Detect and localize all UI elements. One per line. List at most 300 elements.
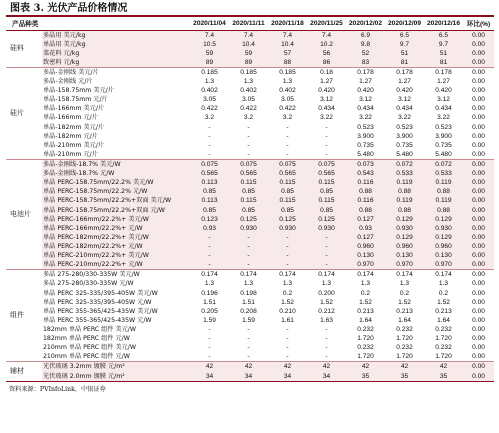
product-name-cell: 致密料 元/kg bbox=[42, 58, 190, 68]
wow-cell: 0.00 bbox=[463, 178, 494, 187]
header-wow: 环比(%) bbox=[463, 17, 494, 30]
price-cell: 0.422 bbox=[201, 105, 218, 113]
price-cell: 10.4 bbox=[229, 40, 268, 49]
price-cell: 0.125 bbox=[229, 215, 268, 224]
price-cell: 0.129 bbox=[385, 215, 424, 224]
price-cell: 0.205 bbox=[201, 307, 218, 315]
table-row bbox=[6, 104, 494, 113]
price-cell: 0.119 bbox=[424, 196, 463, 205]
price-cell: 0.543 bbox=[346, 169, 385, 178]
price-cell: 0.115 bbox=[268, 178, 307, 187]
table-row bbox=[6, 343, 494, 352]
price-cell: 0.402 bbox=[201, 86, 218, 94]
price-cell: 0.88 bbox=[385, 205, 424, 214]
price-cell: 86 bbox=[307, 58, 346, 68]
product-name-cell: 光伏玻璃 2.0mm 镀膜 元/m² bbox=[42, 371, 190, 380]
category-cell: 硅料 bbox=[6, 30, 42, 67]
price-cell: - bbox=[208, 353, 211, 361]
wow-cell: 0.00 bbox=[463, 40, 494, 49]
price-cell: 0.174 bbox=[346, 270, 385, 280]
price-cell: 5.480 bbox=[435, 150, 452, 158]
price-cell: 3.05 bbox=[203, 96, 216, 104]
price-cell: 3.900 bbox=[357, 132, 374, 140]
price-cell: 0.565 bbox=[268, 169, 307, 178]
wow-cell: 0.00 bbox=[472, 141, 485, 149]
price-cell: - bbox=[286, 123, 289, 131]
wow-cell: 0.00 bbox=[472, 353, 485, 361]
price-cell: 34 bbox=[307, 371, 346, 380]
price-cell: 35 bbox=[385, 371, 424, 380]
table-row bbox=[6, 196, 494, 205]
price-cell: 0.422 bbox=[240, 105, 257, 113]
product-name-cell: 单晶 PERC-158.75mm/22.2%+双面 美元/W bbox=[42, 196, 190, 205]
price-cell: 0.735 bbox=[396, 141, 413, 149]
price-cell: 0.565 bbox=[190, 169, 229, 178]
wow-cell: 0.00 bbox=[472, 105, 485, 113]
wow-cell: 0.00 bbox=[472, 77, 485, 85]
price-cell: 0.930 bbox=[424, 224, 463, 233]
price-cell: 0.970 bbox=[385, 260, 424, 270]
table-row bbox=[6, 113, 494, 122]
product-name-cell: 多晶-金刚线 美元/片 bbox=[42, 67, 190, 77]
price-cell: 0.127 bbox=[346, 233, 385, 242]
price-cell: 1.61 bbox=[281, 316, 294, 324]
price-cell: - bbox=[208, 132, 211, 140]
wow-cell: 0.00 bbox=[472, 298, 485, 306]
price-cell: - bbox=[208, 344, 211, 352]
table-row bbox=[6, 298, 494, 307]
price-cell: 0.2 bbox=[282, 289, 293, 297]
price-cell: 1.720 bbox=[396, 353, 413, 361]
product-name-cell: 单晶-158.75mm 元/片 bbox=[43, 96, 108, 104]
table-row bbox=[6, 371, 494, 380]
price-cell: - bbox=[229, 251, 268, 260]
price-cell: 1.63 bbox=[320, 316, 333, 324]
price-cell: 0.930 bbox=[268, 224, 307, 233]
price-cell: - bbox=[208, 335, 211, 343]
product-name-cell: 单晶 PERC 325-335/395-405W 美元/W bbox=[43, 289, 158, 297]
price-cell: 0.85 bbox=[229, 187, 268, 196]
price-cell: 1.59 bbox=[203, 316, 216, 324]
price-cell: 83 bbox=[346, 58, 385, 68]
price-cell: 0.123 bbox=[190, 215, 229, 224]
table-body bbox=[6, 30, 494, 381]
product-name-cell: 多晶-金刚线-18.7% 美元/W bbox=[42, 159, 190, 169]
wow-cell: 0.00 bbox=[463, 233, 494, 242]
price-cell: 0.129 bbox=[424, 233, 463, 242]
price-cell: - bbox=[208, 141, 211, 149]
price-cell: - bbox=[208, 326, 211, 334]
price-cell: 35 bbox=[346, 371, 385, 380]
price-cell: 0.115 bbox=[229, 178, 268, 187]
price-cell: 0.960 bbox=[385, 242, 424, 251]
wow-cell: 0.00 bbox=[472, 280, 485, 288]
table-row bbox=[6, 159, 494, 169]
price-cell: 5.480 bbox=[357, 150, 374, 158]
header-date: 2020/12/16 bbox=[424, 17, 463, 30]
product-name-cell: 单晶 PERC-210mm/22.2%+ 美元/W bbox=[42, 251, 190, 260]
price-cell: - bbox=[286, 132, 289, 140]
price-cell: 0.85 bbox=[307, 205, 346, 214]
price-cell: 0.185 bbox=[190, 67, 229, 77]
table-row bbox=[6, 352, 494, 362]
price-cell: 0.198 bbox=[240, 289, 257, 297]
price-cell: 0.174 bbox=[229, 270, 268, 280]
price-cell: 0.232 bbox=[435, 326, 452, 334]
price-cell: 51 bbox=[385, 49, 424, 58]
price-cell: 0.115 bbox=[307, 196, 346, 205]
wow-cell: 0.00 bbox=[463, 362, 494, 372]
price-cell: 0.85 bbox=[190, 187, 229, 196]
wow-cell: 0.00 bbox=[472, 132, 485, 140]
price-cell: - bbox=[286, 150, 289, 158]
price-cell: 7.4 bbox=[229, 30, 268, 40]
wow-cell: 0.00 bbox=[463, 260, 494, 270]
product-name-cell: 单晶 PERC-158.75mm/22.2% 美元/W bbox=[42, 178, 190, 187]
price-cell: 6.5 bbox=[385, 30, 424, 40]
wow-cell: 0.00 bbox=[472, 316, 485, 324]
header-date: 2020/12/02 bbox=[346, 17, 385, 30]
product-name-cell: 单晶-182mm 元/片 bbox=[43, 132, 98, 140]
price-cell: 10.4 bbox=[268, 40, 307, 49]
wow-cell: 0.00 bbox=[463, 58, 494, 68]
price-cell: - bbox=[229, 260, 268, 270]
table-row bbox=[6, 334, 494, 343]
product-name-cell: 多晶 275-280/330-335W 美元/W bbox=[42, 270, 190, 280]
price-cell: 59 bbox=[229, 49, 268, 58]
table-row bbox=[6, 270, 494, 280]
price-cell: 1.27 bbox=[320, 77, 333, 85]
price-cell: - bbox=[229, 242, 268, 251]
price-cell: 3.22 bbox=[398, 114, 411, 122]
product-name-cell: 182mm 单晶 PERC 组件 美元/W bbox=[43, 326, 137, 334]
price-cell: 1.720 bbox=[357, 353, 374, 361]
price-cell: - bbox=[268, 233, 307, 242]
price-cell: 0.130 bbox=[424, 251, 463, 260]
product-name-cell: 单晶 PERC-166mm/22.2%+ 元/W bbox=[42, 224, 190, 233]
price-cell: - bbox=[268, 260, 307, 270]
price-cell: 0.523 bbox=[435, 123, 452, 131]
price-cell: 1.27 bbox=[359, 77, 372, 85]
price-cell: 0.85 bbox=[307, 187, 346, 196]
wow-cell: 0.00 bbox=[472, 150, 485, 158]
price-cell: 0.129 bbox=[385, 233, 424, 242]
price-cell: 42 bbox=[268, 362, 307, 372]
price-cell: 0.178 bbox=[346, 67, 385, 77]
price-cell: 42 bbox=[229, 362, 268, 372]
price-cell: 1.64 bbox=[359, 316, 372, 324]
table-row bbox=[6, 150, 494, 160]
price-cell: 57 bbox=[268, 49, 307, 58]
wow-cell: 0.00 bbox=[472, 123, 485, 131]
wow-cell: 0.00 bbox=[463, 242, 494, 251]
price-cell: - bbox=[208, 150, 211, 158]
product-name-cell: 单晶-166mm 元/片 bbox=[43, 114, 98, 122]
price-cell: 42 bbox=[385, 362, 424, 372]
price-cell: 34 bbox=[268, 371, 307, 380]
price-cell: 1.52 bbox=[281, 298, 294, 306]
wow-cell: 0.00 bbox=[463, 49, 494, 58]
product-name-cell: 单晶-210mm 元/片 bbox=[43, 150, 98, 158]
price-cell: - bbox=[247, 326, 250, 334]
price-cell: 56 bbox=[307, 49, 346, 58]
price-cell: 0.075 bbox=[268, 159, 307, 169]
table-row bbox=[6, 362, 494, 372]
price-cell: 0.115 bbox=[229, 196, 268, 205]
price-cell: 1.3 bbox=[204, 77, 215, 85]
category-cell: 组件 bbox=[6, 270, 42, 362]
table-row bbox=[6, 132, 494, 141]
price-cell: 9.7 bbox=[385, 40, 424, 49]
price-cell: 0.213 bbox=[357, 307, 374, 315]
wow-cell: 0.00 bbox=[472, 326, 485, 334]
price-cell: - bbox=[247, 123, 250, 131]
price-cell: 0.565 bbox=[229, 169, 268, 178]
price-cell: 0.930 bbox=[385, 224, 424, 233]
price-cell: 0.119 bbox=[424, 178, 463, 187]
price-cell: 0.2 bbox=[438, 289, 449, 297]
price-cell: 0.130 bbox=[385, 251, 424, 260]
price-cell: 0.960 bbox=[424, 242, 463, 251]
wow-cell: 0.00 bbox=[472, 307, 485, 315]
price-cell: 0.208 bbox=[240, 307, 257, 315]
wow-cell: 0.00 bbox=[463, 67, 494, 77]
price-cell: 1.52 bbox=[398, 298, 411, 306]
price-cell: - bbox=[307, 251, 346, 260]
price-cell: 0.072 bbox=[385, 159, 424, 169]
price-cell: 3.05 bbox=[281, 96, 294, 104]
category-cell: 电池片 bbox=[6, 159, 42, 269]
price-cell: 1.720 bbox=[435, 335, 452, 343]
price-cell: 0.213 bbox=[435, 307, 452, 315]
bottom-rule bbox=[6, 381, 494, 382]
price-cell: - bbox=[325, 353, 328, 361]
price-cell: 0.232 bbox=[396, 344, 413, 352]
price-cell: 59 bbox=[190, 49, 229, 58]
price-cell: 3.12 bbox=[437, 96, 450, 104]
price-cell: 0.402 bbox=[240, 86, 257, 94]
price-cell: - bbox=[325, 150, 328, 158]
wow-cell: 0.00 bbox=[463, 169, 494, 178]
product-name-cell: 多晶用 美元/kg bbox=[42, 30, 190, 40]
product-name-cell: 单晶用 美元/kg bbox=[42, 40, 190, 49]
price-cell: 1.59 bbox=[242, 316, 255, 324]
price-cell: 0.232 bbox=[435, 344, 452, 352]
table-row bbox=[6, 77, 494, 86]
price-cell: 0.196 bbox=[201, 289, 218, 297]
category-cell: 硅片 bbox=[6, 67, 42, 159]
price-cell: - bbox=[286, 141, 289, 149]
price-cell: 0.075 bbox=[190, 159, 229, 169]
price-cell: 34 bbox=[229, 371, 268, 380]
price-cell: 1.720 bbox=[396, 335, 413, 343]
product-name-cell: 单晶-166mm 美元/片 bbox=[43, 105, 105, 113]
price-cell: 0.075 bbox=[307, 159, 346, 169]
header-product: 产品种类 bbox=[6, 17, 190, 30]
price-cell: 1.27 bbox=[398, 77, 411, 85]
price-cell: 0.072 bbox=[424, 159, 463, 169]
price-cell: 42 bbox=[190, 362, 229, 372]
price-cell: 7.4 bbox=[190, 30, 229, 40]
product-name-cell: 单晶-158.75mm 美元/片 bbox=[43, 86, 114, 94]
price-cell: 0.85 bbox=[268, 187, 307, 196]
price-cell: 1.27 bbox=[437, 77, 450, 85]
price-cell: 0.434 bbox=[435, 105, 452, 113]
price-cell: 1.3 bbox=[360, 280, 371, 288]
table-row bbox=[6, 169, 494, 178]
price-cell: 0.075 bbox=[229, 159, 268, 169]
price-cell: - bbox=[247, 335, 250, 343]
wow-cell: 0.00 bbox=[472, 289, 485, 297]
table-row bbox=[6, 49, 494, 58]
product-name-cell: 210mm 单晶 PERC 组件 美元/W bbox=[43, 344, 137, 352]
header-row bbox=[6, 17, 494, 30]
table-row bbox=[6, 205, 494, 214]
price-cell: 7.4 bbox=[307, 30, 346, 40]
price-cell: - bbox=[268, 242, 307, 251]
header-date: 2020/12/09 bbox=[385, 17, 424, 30]
price-cell: 0.125 bbox=[268, 215, 307, 224]
price-cell: 0.533 bbox=[424, 169, 463, 178]
price-cell: 0.174 bbox=[424, 270, 463, 280]
price-cell: - bbox=[268, 251, 307, 260]
table-row bbox=[6, 307, 494, 316]
table-row bbox=[6, 141, 494, 150]
price-cell: 6.9 bbox=[346, 30, 385, 40]
price-cell: 0.119 bbox=[385, 196, 424, 205]
price-cell: 1.51 bbox=[203, 298, 216, 306]
price-cell: 1.720 bbox=[357, 335, 374, 343]
price-cell: 0.174 bbox=[190, 270, 229, 280]
price-cell: 0.174 bbox=[307, 270, 346, 280]
price-cell: 0.232 bbox=[357, 326, 374, 334]
figure-title: 图表 3. 光伏产品价格情况 bbox=[10, 3, 128, 14]
price-cell: - bbox=[190, 251, 229, 260]
price-cell: 0.200 bbox=[318, 289, 335, 297]
price-cell: 88 bbox=[268, 58, 307, 68]
price-cell: 9.7 bbox=[424, 40, 463, 49]
price-cell: 3.900 bbox=[435, 132, 452, 140]
table-row bbox=[6, 316, 494, 325]
price-cell: 0.970 bbox=[346, 260, 385, 270]
price-cell: 0.113 bbox=[190, 178, 229, 187]
price-cell: 3.2 bbox=[282, 114, 293, 122]
table-row bbox=[6, 86, 494, 95]
price-cell: 42 bbox=[307, 362, 346, 372]
product-name-cell: 单晶 PERC 355-365/425-435W 美元/W bbox=[43, 307, 158, 315]
price-cell: 0.212 bbox=[318, 307, 335, 315]
price-cell: 35 bbox=[424, 371, 463, 380]
price-cell: 1.52 bbox=[320, 298, 333, 306]
price-cell: - bbox=[286, 326, 289, 334]
wow-cell: 0.00 bbox=[463, 30, 494, 40]
price-cell: - bbox=[229, 233, 268, 242]
price-cell: 0.213 bbox=[396, 307, 413, 315]
price-cell: 0.2 bbox=[360, 289, 371, 297]
price-cell: 1.3 bbox=[243, 77, 254, 85]
header-date: 2020/11/11 bbox=[229, 17, 268, 30]
price-cell: 1.3 bbox=[204, 280, 215, 288]
price-cell: 0.178 bbox=[385, 67, 424, 77]
wow-cell: 0.00 bbox=[463, 215, 494, 224]
product-name-cell: 单晶 PERC-158.75mm/22.2%+双面 元/W bbox=[42, 205, 190, 214]
price-cell: 0.129 bbox=[424, 215, 463, 224]
price-cell: 0.178 bbox=[424, 67, 463, 77]
product-name-cell: 单晶 PERC-210mm/22.2%+ 元/W bbox=[42, 260, 190, 270]
price-cell: 10.5 bbox=[190, 40, 229, 49]
price-cell: 3.2 bbox=[204, 114, 215, 122]
price-cell: 0.434 bbox=[396, 105, 413, 113]
header-date: 2020/11/25 bbox=[307, 17, 346, 30]
price-cell: 0.422 bbox=[279, 105, 296, 113]
table-row bbox=[6, 122, 494, 131]
price-cell: - bbox=[325, 335, 328, 343]
product-name-cell: 菜花料 元/kg bbox=[42, 49, 190, 58]
price-cell: 34 bbox=[190, 371, 229, 380]
table-row bbox=[6, 325, 494, 334]
table-row bbox=[6, 67, 494, 77]
price-cell: 3.12 bbox=[359, 96, 372, 104]
wow-cell: 0.00 bbox=[463, 270, 494, 280]
table-row bbox=[6, 288, 494, 297]
price-cell: 0.735 bbox=[435, 141, 452, 149]
price-cell: 81 bbox=[424, 58, 463, 68]
price-cell: 3.2 bbox=[243, 114, 254, 122]
price-cell: 9.8 bbox=[346, 40, 385, 49]
price-cell: 0.930 bbox=[229, 224, 268, 233]
price-cell: 1.3 bbox=[282, 280, 293, 288]
price-cell: 0.185 bbox=[268, 67, 307, 77]
price-cell: - bbox=[208, 123, 211, 131]
price-cell: 1.51 bbox=[242, 298, 255, 306]
price-cell: 0.073 bbox=[346, 159, 385, 169]
price-cell: - bbox=[286, 335, 289, 343]
price-cell: 0.2 bbox=[399, 289, 410, 297]
price-cell: 0.232 bbox=[357, 344, 374, 352]
price-cell: - bbox=[247, 150, 250, 158]
price-cell: 0.116 bbox=[346, 196, 385, 205]
price-cell: 0.88 bbox=[346, 205, 385, 214]
price-cell: 1.3 bbox=[399, 280, 410, 288]
source-note: 资料来源：PVInfoLink，中银证券 bbox=[9, 385, 106, 393]
price-cell: - bbox=[190, 242, 229, 251]
price-cell: 0.88 bbox=[424, 187, 463, 196]
product-name-cell: 182mm 单晶 PERC 组件 元/W bbox=[43, 335, 130, 343]
price-cell: 3.22 bbox=[437, 114, 450, 122]
table-row bbox=[6, 58, 494, 68]
table-row bbox=[6, 260, 494, 270]
price-cell: - bbox=[190, 260, 229, 270]
product-name-cell: 单晶 PERC 325-335/395-405W 元/W bbox=[43, 298, 152, 306]
price-cell: 3.900 bbox=[396, 132, 413, 140]
price-cell: - bbox=[247, 344, 250, 352]
category-cell: 辅材 bbox=[6, 362, 42, 381]
price-cell: 0.533 bbox=[385, 169, 424, 178]
wow-cell: 0.00 bbox=[472, 114, 485, 122]
wow-cell: 0.00 bbox=[472, 86, 485, 94]
price-cell: - bbox=[190, 233, 229, 242]
table-row bbox=[6, 40, 494, 49]
price-cell: 81 bbox=[385, 58, 424, 68]
table-row bbox=[6, 251, 494, 260]
product-name-cell: 210mm 单晶 PERC 组件 元/W bbox=[43, 353, 130, 361]
price-cell: 0.402 bbox=[279, 86, 296, 94]
product-name-cell: 单晶-182mm 美元/片 bbox=[43, 123, 105, 131]
price-cell: 0.420 bbox=[318, 86, 335, 94]
price-cell: 5.480 bbox=[396, 150, 413, 158]
wow-cell: 0.00 bbox=[463, 159, 494, 169]
table-row bbox=[6, 233, 494, 242]
